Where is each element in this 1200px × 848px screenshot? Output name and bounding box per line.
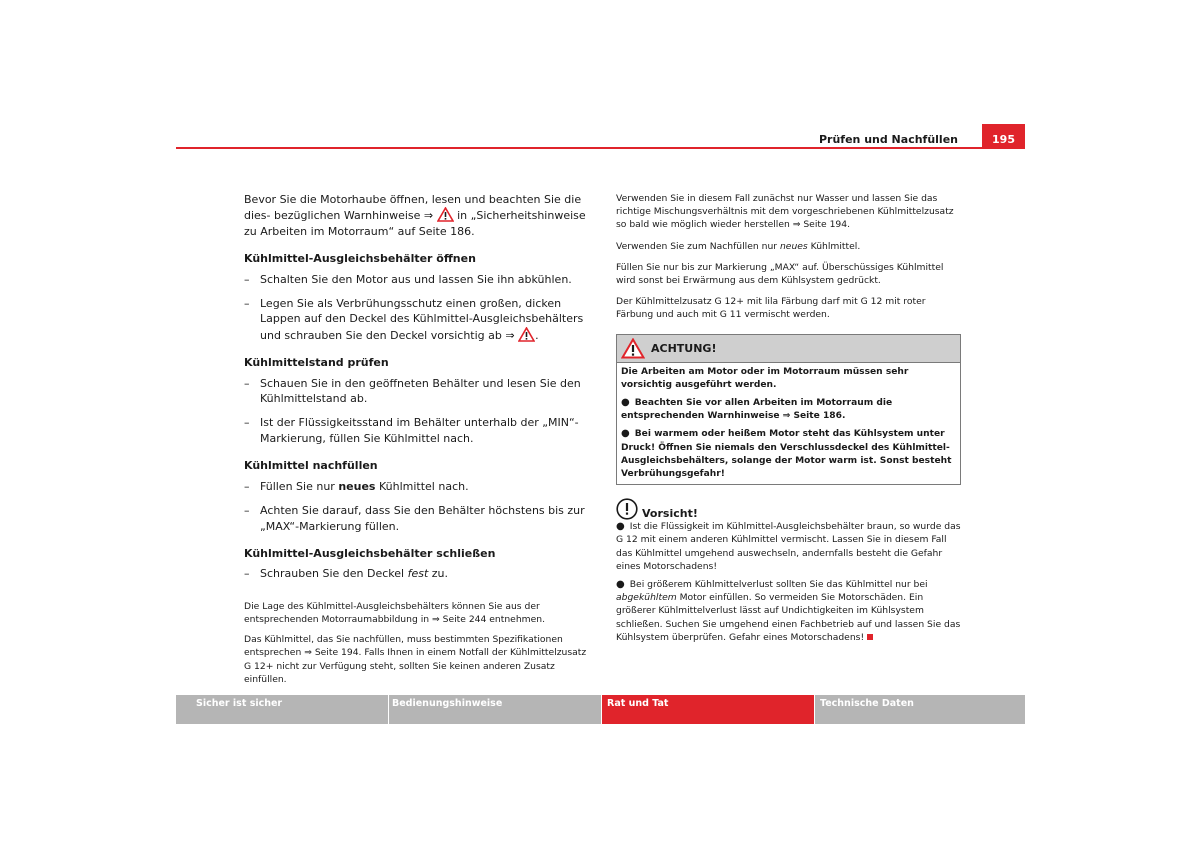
paragraph-new-coolant: Verwenden Sie zum Nachfüllen nur neues Kühlmittel. bbox=[616, 240, 861, 252]
list-refill bbox=[244, 479, 592, 534]
intro-paragraph: Bevor Sie die Motorhaube öffnen, lesen und beachten Sie die dies- bezüglichen Warnhinweise ⇒ in „Sicherheitshinweise zu Arbeiten im Motorraum“ auf Seite 186. bbox=[244, 193, 586, 238]
warning-triangle-icon bbox=[518, 327, 535, 342]
caution-box-title: Vorsicht! bbox=[642, 506, 698, 520]
left-column bbox=[244, 192, 592, 693]
paragraph-g12: Der Kühlmittelzusatz G 12+ mit lila Färbung darf mit G 12 mit roter Färbung und auch mit G 11 vermischt werden. bbox=[616, 296, 926, 321]
end-square-icon bbox=[867, 634, 873, 640]
list-item: – Achten Sie darauf, dass Sie den Behälter höchstens bis zur „MAX“-Markierung füllen. bbox=[244, 504, 585, 533]
list-item: – Ist der Flüssigkeitsstand im Behälter unterhalb der „MIN“-Markierung, füllen Sie Kühlmittel nach. bbox=[244, 416, 579, 445]
warning-box-body: Die Arbeiten am Motor oder im Motorraum müssen sehr vorsichtig ausgeführt werden. ● Beachten Sie vor allen Arbeiten im Motorraum die entsprechenden Warnhinweise ⇒ Seite 186. ● Bei warmem oder heißem Motor steht das Kühlsystem unter Druck! Öffnen Sie niemals den Verschlussdeckel des Kühlmittel-Ausgleichsbehälters, solange der Motor warm ist. Sonst besteht Verbrühungsgefahr! bbox=[621, 366, 952, 480]
bullet-icon: ● bbox=[616, 521, 625, 533]
tab-bedienungshinweise[interactable]: Bedienungshinweise bbox=[389, 695, 601, 724]
warning-box-title: ACHTUNG! bbox=[651, 341, 717, 355]
tab-rat-und-tat[interactable]: Rat und Tat bbox=[602, 695, 814, 724]
bullet-icon: ● bbox=[621, 428, 630, 440]
bullet-icon: ● bbox=[616, 579, 625, 591]
header-rule bbox=[176, 147, 1025, 149]
right-column bbox=[616, 192, 961, 649]
warning-triangle-icon bbox=[437, 207, 454, 222]
bullet-icon: ● bbox=[621, 397, 630, 409]
list-check bbox=[244, 376, 592, 447]
tab-sicher-ist-sicher[interactable]: Sicher ist sicher bbox=[176, 695, 388, 724]
warning-box bbox=[616, 334, 961, 486]
list-item: – Schalten Sie den Motor aus und lassen Sie ihn abkühlen. bbox=[244, 272, 572, 286]
warning-triangle-icon bbox=[621, 338, 645, 359]
tab-technische-daten[interactable]: Technische Daten bbox=[815, 695, 1025, 724]
list-item: – Legen Sie als Verbrühungsschutz einen großen, dicken Lappen auf den Deckel des Kühlmittel-Ausgleichsbehälters und schrauben Sie den Deckel vorsichtig ab ⇒ . bbox=[244, 297, 584, 342]
paragraph-max: Füllen Sie nur bis zur Markierung „MAX“ auf. Überschüssiges Kühlmittel wird sonst bei Erwärmung aus dem Kühlsystem gedrückt. bbox=[616, 261, 944, 287]
list-item: – Schrauben Sie den Deckel fest zu. bbox=[244, 567, 449, 581]
note-location: Die Lage des Kühlmittel-Ausgleichsbehälters können Sie aus der entsprechenden Motorraumabbildung in ⇒ Seite 244 entnehmen. bbox=[244, 600, 546, 625]
warning-box-header bbox=[617, 335, 960, 363]
exclamation-circle-icon bbox=[616, 498, 638, 520]
list-item: – Füllen Sie nur neues Kühlmittel nach. bbox=[244, 479, 469, 493]
section-heading-check: Kühlmittelstand prüfen bbox=[244, 356, 389, 370]
caution-box-header bbox=[616, 498, 961, 520]
list-item: – Schauen Sie in den geöffneten Behälter und lesen Sie den Kühlmittelstand ab. bbox=[244, 376, 581, 406]
list-close bbox=[244, 566, 592, 581]
footer-tabs bbox=[176, 695, 1025, 724]
caution-box: Vorsicht! ● Ist die Flüssigkeit im Kühlmittel-Ausgleichsbehälter braun, so wurde das G 12 mit einem anderen Kühlmittel vermischt. Lassen Sie in diesem Fall das Kühlmittel umgehend auswechseln, andernfalls besteht die Gefahr eines Motorschadens! ● Bei größerem Kühlmittelverlust sollten Sie das Kühlmittel nur bei abgekühltem Motor einfüllen. So vermeiden Sie Motorschäden. Ein größerer Kühlmittelverlust lässt auf Undichtigkeiten im Kühlsystem schließen. Suchen Sie umgehend einen Fachbetrieb auf und lassen Sie das Kühlsystem überprüfen. Gefahr eines Motorschadens! bbox=[616, 498, 961, 644]
section-heading-open: Kühlmittel-Ausgleichsbehälter öffnen bbox=[244, 252, 476, 266]
list-open bbox=[244, 272, 592, 344]
paragraph-water: Verwenden Sie in diesem Fall zunächst nur Wasser und lassen Sie das richtige Mischungsverhältnis mit dem vorgeschriebenen Kühlmittelzusatz so bald wie möglich wieder herstellen ⇒ Seite 194. bbox=[616, 193, 954, 231]
note-specification: Das Kühlmittel, das Sie nachfüllen, muss bestimmten Spezifikationen entsprechen ⇒ Seite 194. Falls Ihnen in einem Notfall der Kühlmittelzusatz G 12+ nicht zur Verfügung steht, sollten Sie keinen anderen Zusatz einfüllen. bbox=[244, 634, 587, 685]
page-header-title: Prüfen und Nachfüllen bbox=[818, 133, 958, 146]
section-heading-refill: Kühlmittel nachfüllen bbox=[244, 459, 378, 473]
page-number: 195 bbox=[982, 124, 1025, 149]
section-heading-close: Kühlmittel-Ausgleichsbehälter schließen bbox=[244, 546, 496, 560]
